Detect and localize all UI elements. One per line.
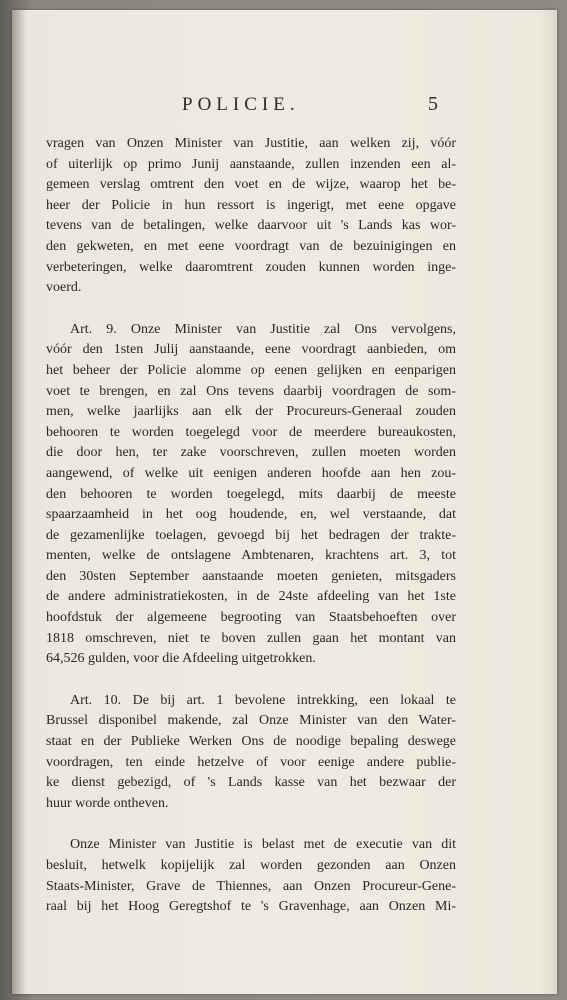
text-line: 1818 omschreven, niet te boven zullen gaan het montant van [46, 630, 456, 646]
paragraph-article-10 [46, 691, 456, 815]
text-line: staat en der Publieke Werken Ons de noodige bepaling deswege [46, 734, 456, 750]
paragraph-gap [46, 814, 456, 835]
text-line: raal bij het Hoog Geregtshof te 's Gravenhage, aan Onzen Mi- [46, 899, 456, 915]
text-line: Art. 9. Onze Minister van Justitie zal Ons vervolgens, [70, 321, 456, 337]
page-number: 5 [428, 93, 438, 115]
text-line: behooren te worden toegelegd voor de meerdere bureaukosten, [46, 424, 456, 440]
text-line: men, welke jaarlijks aan elk der Procureurs-Generaal zouden [46, 404, 456, 420]
book-page [12, 10, 557, 994]
text-line: Onze Minister van Justitie is belast met de executie van dit [70, 837, 456, 853]
paragraph-execution [46, 835, 456, 917]
running-head-title: POLICIE. [182, 94, 300, 115]
text-line: voerd. [46, 280, 82, 296]
text-line: voordragen, ten einde hetzelve of voor eenige andere publie- [46, 754, 456, 770]
text-line: 64,526 gulden, voor die Afdeeling uitgetrokken. [46, 651, 316, 667]
text-line: het beheer der Policie alomme op eenen gelijken en eenparigen [46, 362, 456, 378]
page-gutter-shadow [12, 10, 26, 994]
text-line: huur worde ontheven. [46, 795, 169, 811]
text-line: verbeteringen, welke daaromtrent zouden kunnen worden inge- [46, 259, 456, 275]
text-line: menten, welke de ontslagene Ambtenaren, krachtens art. 3, tot [46, 548, 456, 564]
text-line: de gezamenlijke toelagen, gevoegd bij het bedragen der trakte- [46, 527, 456, 543]
text-line: of uiterlijk op primo Junij aanstaande, zullen inzenden een al- [46, 156, 456, 172]
text-line: hoofdstuk der algemeene begrooting van Staatsbehoeften over [46, 610, 456, 626]
text-line: vóór den 1sten Julij aanstaande, eene voordragt aanbieden, om [46, 342, 456, 358]
running-head [12, 90, 557, 120]
text-line: Brussel disponibel makende, zal Onze Minister van den Water- [46, 713, 456, 729]
text-line: de andere administratiekosten, in de 24ste afdeeling van het 1ste [46, 589, 456, 605]
text-line: Staats-Minister, Grave de Thiennes, aan Onzen Procureur-Gene- [46, 878, 456, 894]
text-line: den behooren te worden toegelegd, mits daarbij de meeste [46, 486, 456, 502]
text-line: besluit, hetwelk kopijelijk zal worden gezonden aan Onzen [46, 858, 456, 873]
text-line: voet te brengen, en zal Ons tevens daarbij voordragen de som- [46, 383, 456, 399]
text-line: vragen van Onzen Minister van Justitie, aan welken zij, vóór [46, 136, 456, 151]
text-line: heer der Policie in hun ressort is ingerigt, met eene opgave [46, 197, 456, 213]
paragraph-gap [46, 299, 456, 320]
page-body-text [46, 134, 456, 918]
text-line: die door hen, ter zake voorschreven, zullen moeten worden [46, 445, 456, 461]
text-line: aangewend, of welke uit eenigen anderen hoofde aan hen zou- [46, 465, 456, 481]
text-line: den 30sten September aanstaande moeten genieten, mitsgaders [46, 568, 456, 584]
text-line: Art. 10. De bij art. 1 bevolene intrekking, een lokaal te [70, 692, 456, 708]
text-line: tevens van de betalingen, welke daarvoor uit 's Lands kas wor- [46, 218, 456, 234]
paragraph-intro-continuation [46, 134, 456, 299]
text-line: spaarzaamheid in het oog houdende, en, wel verstaande, dat [46, 507, 456, 523]
text-line: ke dienst gebezigd, of 's Lands kasse van het bezwaar der [46, 775, 456, 791]
text-line: den gekweten, en met eene voordragt van de bezuinigingen en [46, 238, 456, 254]
text-line: gemeen verslag omtrent den voet en de wijze, waarop het be- [46, 177, 456, 193]
paragraph-gap [46, 670, 456, 691]
paragraph-article-9 [46, 320, 456, 670]
